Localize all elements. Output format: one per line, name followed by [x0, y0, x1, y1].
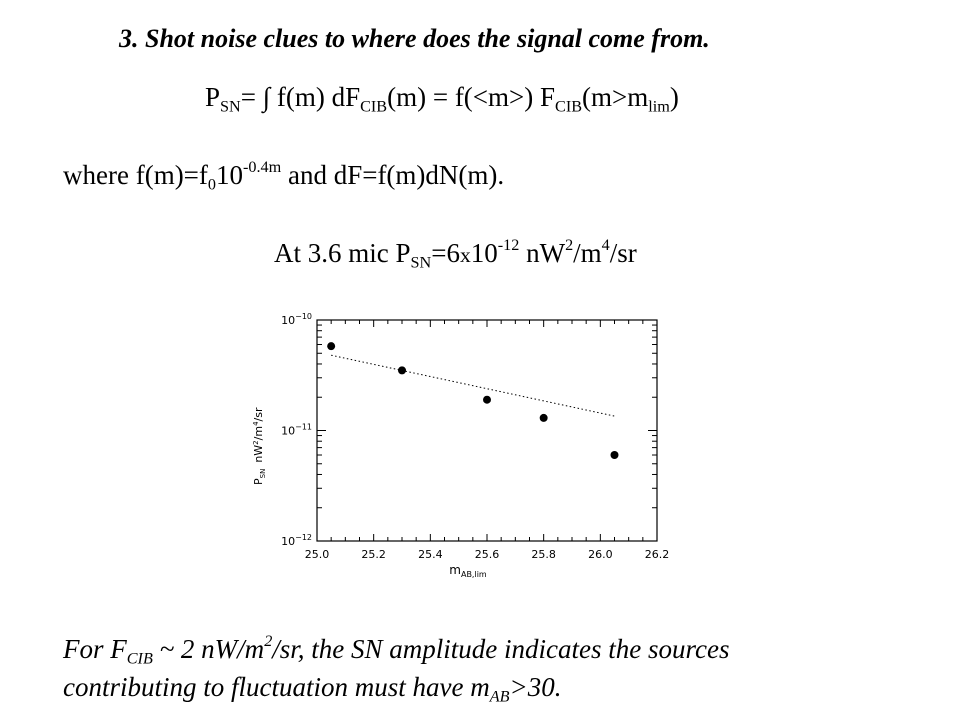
formula-part-2: (m) = f(<m>) F: [387, 82, 556, 112]
shot-noise-formula: [205, 82, 679, 116]
y-axis-label-p: P: [252, 478, 265, 485]
definition-part-2: 10: [216, 160, 243, 190]
x-axis-label: [449, 563, 487, 579]
y-tick-exponent: −11: [295, 422, 312, 432]
formula-close: ): [669, 82, 679, 112]
y-tick-exponent: −12: [295, 533, 312, 542]
data-point: [483, 396, 491, 404]
formula-sn-subscript: SN: [220, 97, 241, 116]
formula-lim-subscript: lim: [648, 97, 670, 116]
measurement-exponent: -12: [497, 235, 520, 254]
data-point: [327, 342, 335, 350]
y-tick-base: 10: [281, 424, 296, 438]
data-points: [327, 342, 618, 459]
definition-line: [63, 157, 505, 194]
fit-line: [331, 355, 614, 416]
formula-part-1: = ∫ f(m) dF: [240, 82, 361, 112]
measurement-part-4: nW: [519, 238, 566, 268]
x-tick-label: 25.2: [361, 548, 386, 561]
measurement-part-1: At 3.6 mic P: [274, 238, 411, 268]
formula-cib-subscript-1: CIB: [360, 97, 388, 116]
definition-zero-subscript: 0: [207, 175, 216, 194]
x-tick-label: 25.8: [531, 548, 556, 561]
y-axis-label-sub: SN: [259, 468, 267, 479]
y-tick-base: 10: [281, 535, 296, 548]
conclusion-text: [63, 630, 730, 706]
measurement-part-5: /m: [573, 238, 602, 268]
definition-part-3: and dF=f(m)dN(m).: [281, 160, 505, 190]
measurement-line: [274, 235, 637, 272]
y-tick-label: [281, 312, 312, 327]
x-tick-label: 25.6: [474, 548, 500, 561]
data-point: [398, 366, 406, 374]
y-axis: [281, 312, 657, 548]
data-point: [540, 414, 548, 422]
slide-title: 3. Shot noise clues to where does the signal come from.: [119, 24, 710, 53]
conclusion-part-1: For F: [63, 634, 127, 664]
y-tick-base: 10: [281, 314, 296, 327]
y-axis-label-mid: /m: [252, 425, 265, 441]
plot-frame: [317, 320, 657, 541]
definition-part-1: where f(m)=f: [63, 160, 208, 190]
y-tick-exponent: −10: [295, 312, 312, 321]
definition-exponent: -0.4m: [243, 157, 282, 176]
shot-noise-chart: [240, 305, 670, 585]
conclusion-sup-2: 2: [264, 631, 273, 650]
formula-cib-subscript-2: CIB: [555, 97, 583, 116]
y-axis-label-end: /sr: [252, 407, 265, 422]
measurement-part-2: =6: [431, 238, 460, 268]
y-axis-label-sup2: 2: [252, 440, 260, 445]
conclusion-cib-subscript: CIB: [126, 649, 153, 668]
measurement-part-6: /sr: [609, 238, 637, 268]
formula-p: P: [205, 82, 221, 112]
x-tick-label: 25.0: [304, 548, 330, 561]
conclusion-line-2: [63, 668, 730, 706]
measurement-sn-subscript: SN: [410, 253, 432, 272]
conclusion-part-5: >30.: [509, 672, 562, 702]
measurement-sup-2: 2: [565, 235, 574, 254]
measurement-times: x: [459, 243, 471, 267]
x-tick-label: 26.2: [644, 548, 670, 561]
formula-part-3: (m>m: [582, 82, 649, 112]
x-axis: [305, 320, 670, 561]
y-axis-label-sup4: 4: [252, 421, 260, 426]
y-tick-label: [281, 423, 312, 438]
y-axis-label-units: nW: [252, 444, 265, 463]
conclusion-part-3: /sr, the SN amplitude indicates the sources: [272, 634, 730, 664]
conclusion-part-2: ~ 2 nW/m: [152, 634, 265, 664]
x-axis-label-sub: AB,lim: [460, 570, 487, 579]
conclusion-part-4: contributing to fluctuation must have m: [63, 672, 490, 702]
x-tick-label: 26.0: [588, 548, 613, 561]
x-axis-label-m: m: [449, 563, 461, 577]
y-axis-label: [252, 407, 267, 485]
y-tick-label: [281, 533, 312, 548]
measurement-part-3: 10: [470, 238, 498, 268]
x-tick-label: 25.4: [418, 548, 443, 561]
conclusion-ab-subscript: AB: [489, 687, 510, 706]
measurement-sup-4: 4: [601, 235, 610, 254]
conclusion-line-1: [63, 630, 730, 668]
fit-line-group: [331, 355, 614, 416]
data-point: [611, 451, 619, 459]
